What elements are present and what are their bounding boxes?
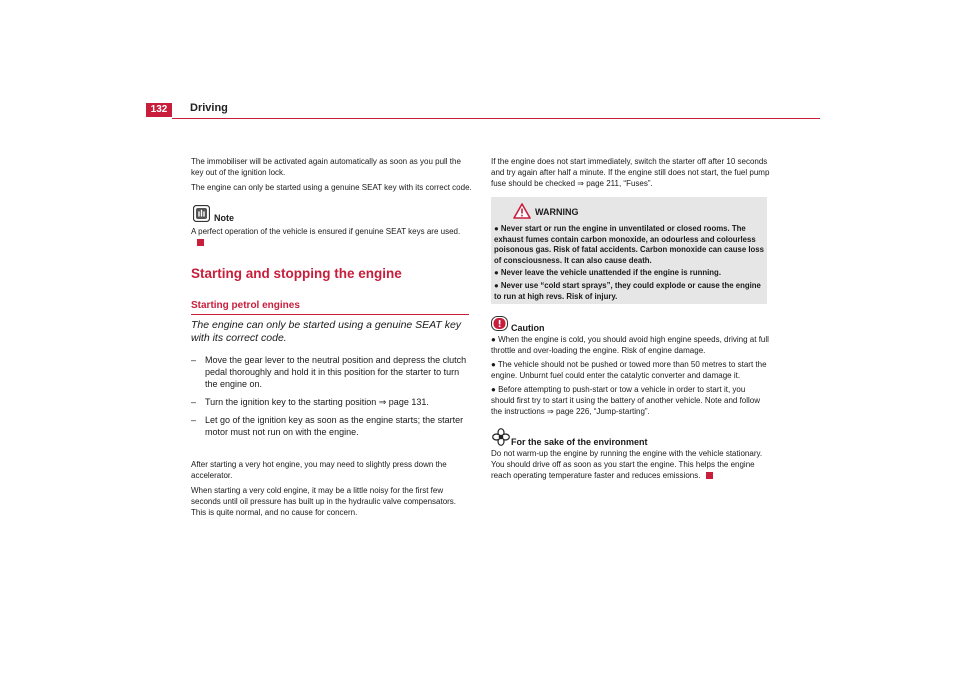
note-text: A perfect operation of the vehicle is ensured if genuine SEAT keys are used. [191, 227, 461, 236]
list-item [191, 354, 473, 390]
section-intro: The engine can only be started using a genuine SEAT key with its correct code. [191, 319, 462, 344]
end-marker [197, 239, 204, 246]
step-text: Move the gear lever to the neutral position and depress the clutch pedal thoroughly and hold it in this position for the starter to turn the engine on. [205, 355, 467, 389]
list-item [494, 224, 766, 266]
note-title: Note [214, 213, 234, 223]
step-text: Turn the ignition key to the starting position ⇒ page 131. [205, 397, 429, 407]
list-item [491, 384, 771, 417]
warning-box [491, 197, 767, 304]
list-item [494, 268, 766, 279]
note-body [191, 226, 473, 248]
list-item [494, 281, 766, 302]
right-column-intro [491, 156, 771, 193]
step-dash: – [191, 397, 197, 407]
step-text: Let go of the ignition key as soon as the engine starts; the starter motor must not run on with the engine. [205, 415, 464, 437]
end-marker [706, 472, 713, 479]
left-column-bottom [191, 459, 473, 522]
paragraph-immobiliser: The immobiliser will be activated again automatically as soon as you pull the key out of the ignition lock. [191, 157, 461, 177]
caution-title: Caution [511, 323, 545, 333]
list-item [191, 396, 473, 408]
step-dash: – [191, 415, 197, 425]
paragraph-hot-engine: After starting a very hot engine, you may need to slightly press down the accelerator. [191, 460, 447, 480]
chapter-title: Driving [190, 102, 228, 114]
list-item [191, 414, 473, 438]
note-icon [193, 205, 210, 227]
warning-item-text: Never start or run the engine in unventilated or closed rooms. The exhaust fumes contain carbon monoxide, an odourless and colourless poisonous gas. Risk of fatal accidents. Carbon monoxide can cause loss of consciousness. It can also cause death. [494, 224, 764, 265]
bullet-icon: ● [491, 385, 496, 394]
page-number: 132 [146, 103, 172, 117]
caution-list [491, 334, 771, 420]
warning-title: WARNING [535, 207, 579, 217]
step-dash: – [191, 355, 197, 365]
list-item [491, 359, 771, 381]
subsection-title: Starting petrol engines [191, 300, 300, 311]
list-item [491, 334, 771, 356]
paragraph-genuine-key: The engine can only be started using a genuine SEAT key with its correct code. [191, 183, 472, 192]
warning-item-text: Never use “cold start sprays”, they could explode or cause the engine to run at high revs. Risk of injury. [494, 280, 761, 301]
warning-list [494, 224, 766, 304]
left-column-top [191, 156, 473, 197]
caution-item-text: Before attempting to push-start or tow a vehicle in order to start it, you should first try to start it using the battery of another vehicle. Note and follow the instructions ⇒ page 226, “Jump-starting”. [491, 385, 761, 416]
steps-list [191, 354, 473, 444]
environment-title: For the sake of the environment [511, 437, 648, 447]
bullet-icon: ● [494, 224, 499, 233]
bullet-icon: ● [494, 280, 499, 290]
subsection-divider [191, 314, 469, 315]
warning-icon [513, 203, 531, 224]
bullet-icon: ● [494, 268, 499, 278]
bullet-icon: ● [491, 360, 496, 369]
caution-item-text: When the engine is cold, you should avoid high engine speeds, driving at full throttle and over-loading the engine. Risk of engine damage. [491, 335, 769, 355]
caution-item-text: The vehicle should not be pushed or towed more than 50 metres to start the engine. Unburnt fuel could enter the catalytic converter and damage it. [491, 360, 767, 380]
caution-icon [491, 316, 508, 336]
environment-text: Do not warm-up the engine by running the engine with the vehicle stationary. You should drive off as soon as you start the engine. This helps the engine reach operating temperature faster and reduces emissions. [491, 449, 763, 480]
header-divider [172, 118, 820, 119]
bullet-icon: ● [491, 335, 496, 344]
warning-item-text: Never leave the vehicle unattended if the engine is running. [500, 268, 721, 278]
environment-body [491, 448, 771, 481]
section-title: Starting and stopping the engine [191, 266, 402, 281]
paragraph-starter-retry: If the engine does not start immediately, switch the starter off after 10 seconds and try again after half a minute. If the engine still does not start, the fuel pump fuse should be checked ⇒ page 211, “Fuses”. [491, 157, 770, 188]
paragraph-cold-engine: When starting a very cold engine, it may be a little noisy for the first few seconds until oil pressure has built up in the hydraulic valve compensators. This is quite normal, and no cause for concern. [191, 486, 457, 517]
